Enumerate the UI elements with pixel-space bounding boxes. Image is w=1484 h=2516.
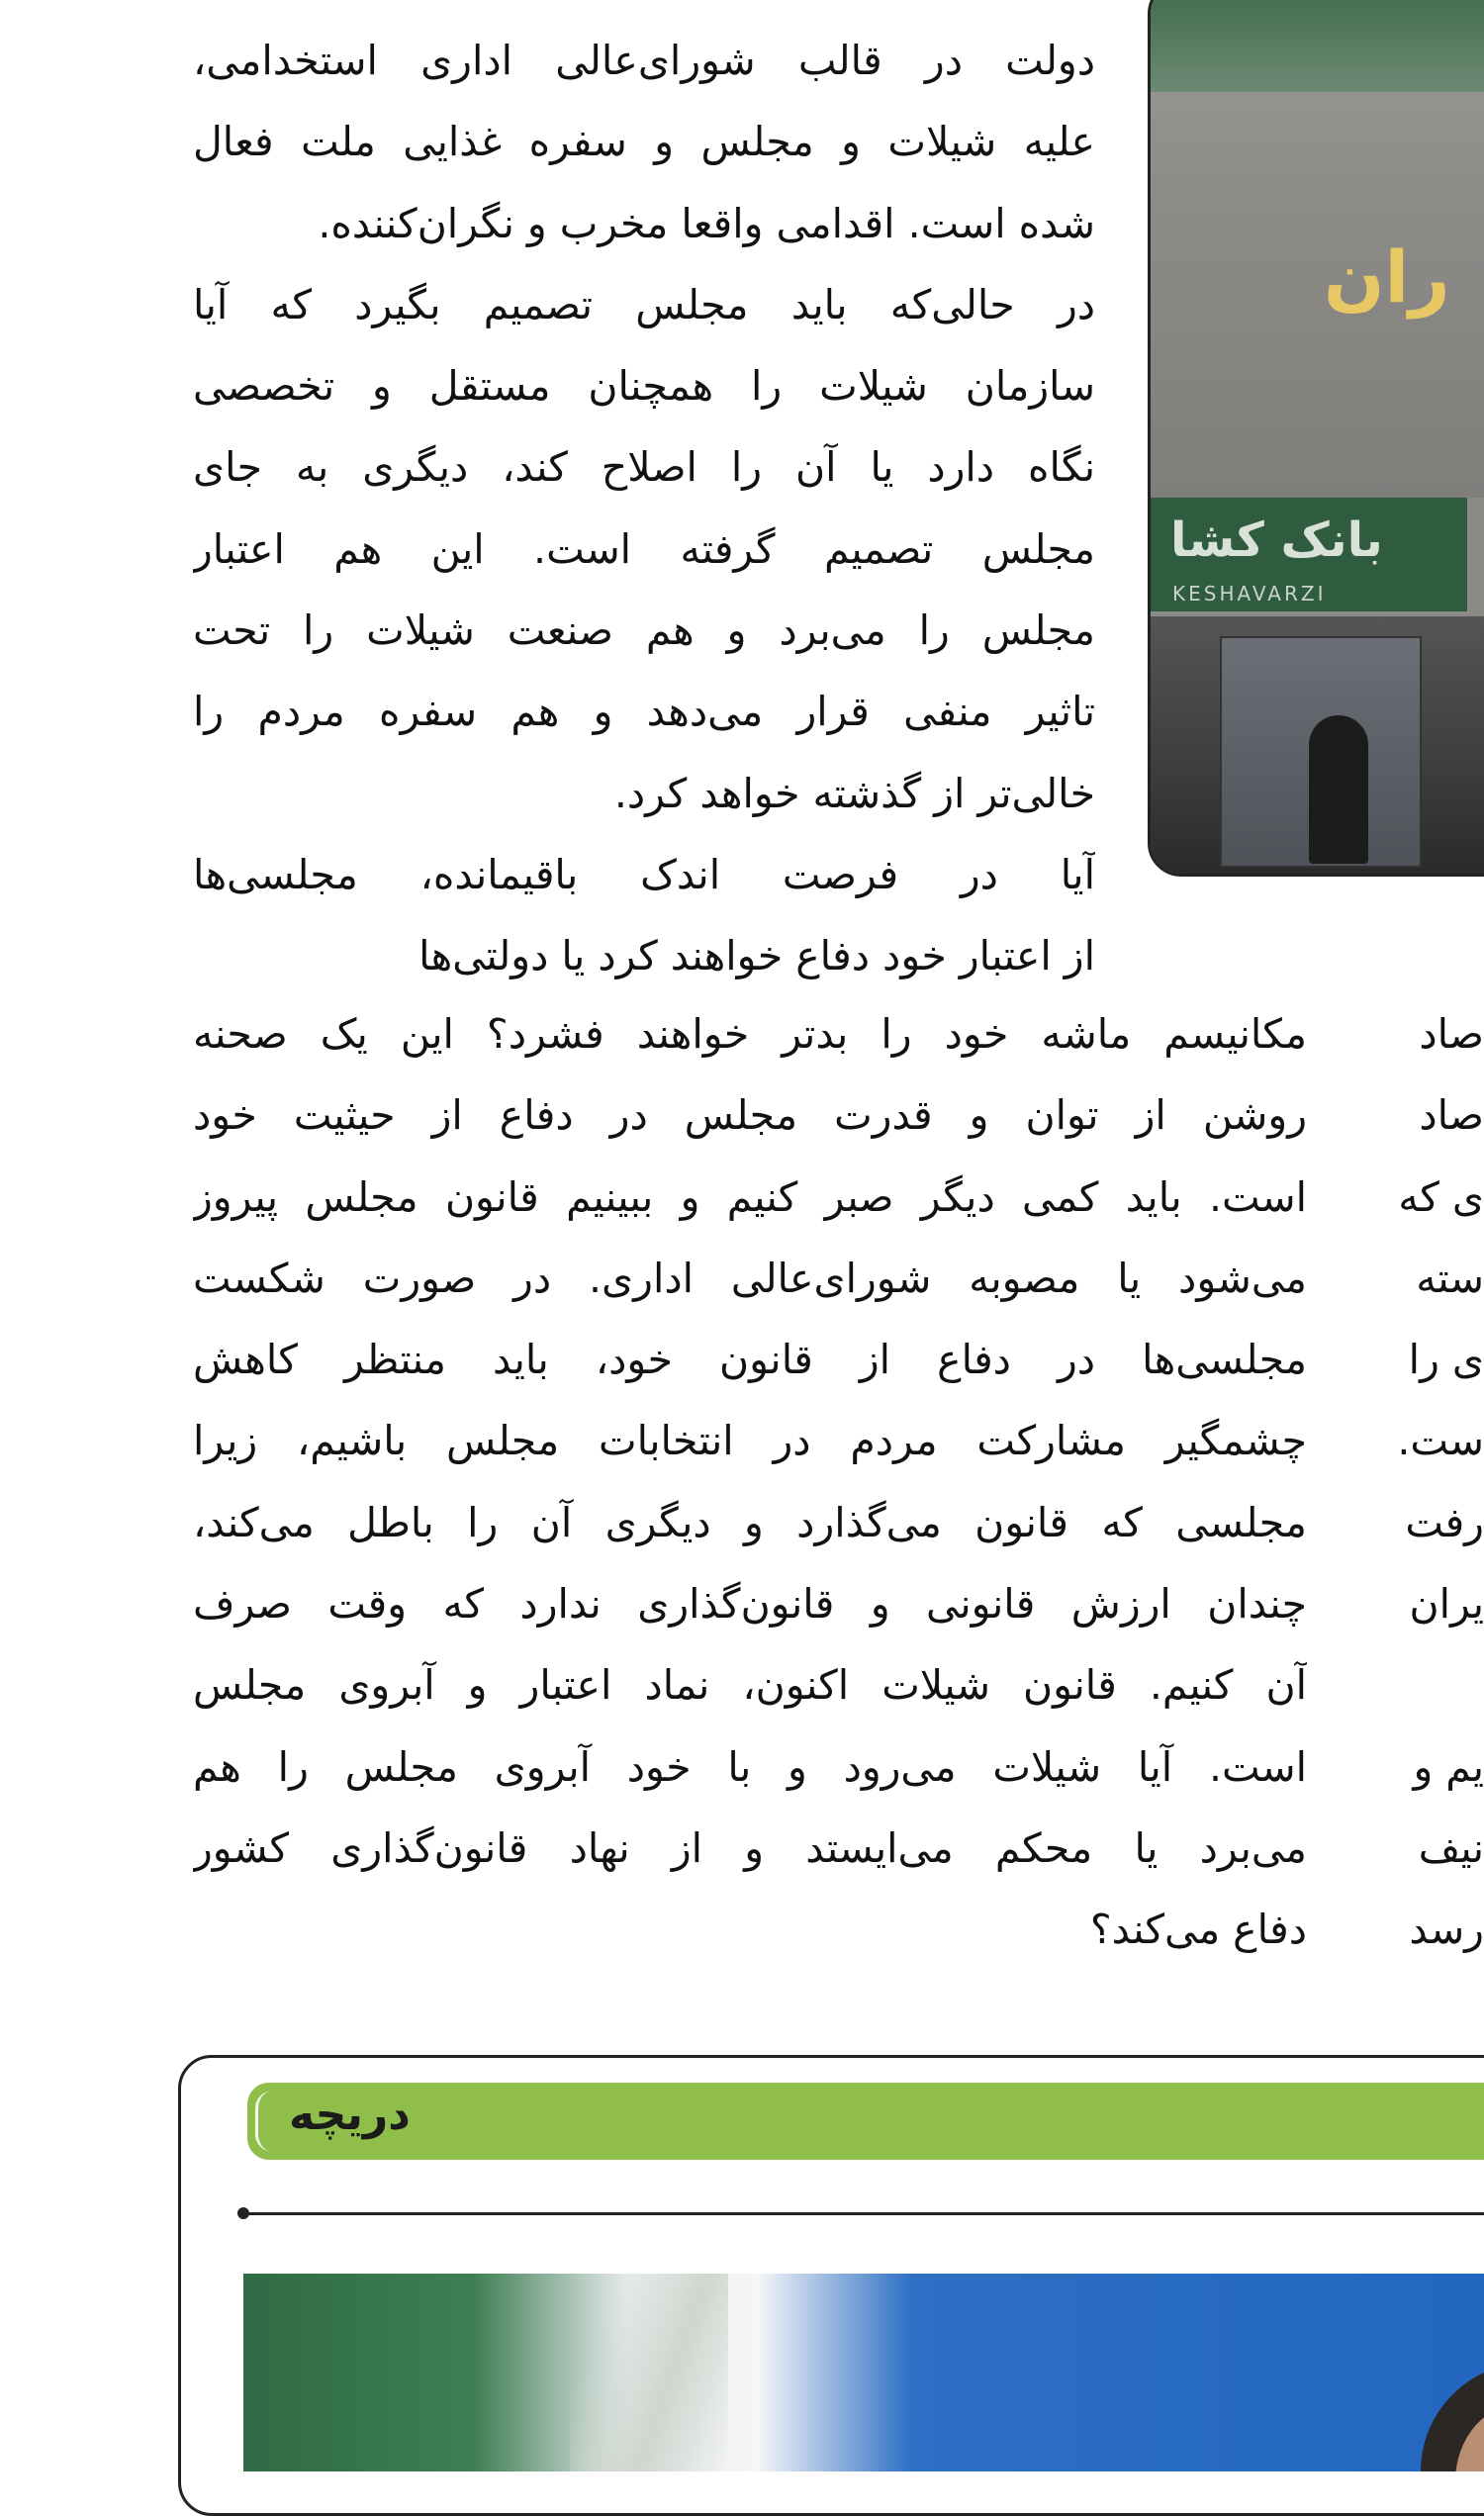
text-line: چشمگیر مشارکت مردم در انتخابات مجلس باشیم، زیرا [193,1417,1307,1465]
text-line: می‌شود یا مصوبه شورای‌عالی اداری. در صورت شکست [193,1254,1307,1302]
building-sign: ران [1324,235,1450,319]
side-text-line: سته [1416,1254,1484,1302]
text-line: می‌برد یا محکم می‌ایستد و از نهاد قانون‌گذاری کشور [193,1823,1307,1872]
box-divider [243,2212,1484,2215]
side-text-line: صاد [1419,1091,1484,1140]
side-text-line: یران [1409,1580,1484,1629]
text-line: آیا در فرصت اندک باقیمانده، مجلسی‌ها [193,850,1095,898]
text-line: چندان ارزش قانونی و قانون‌گذاری ندارد که وقت صرف [193,1580,1307,1629]
text-line: مجلسی‌ها در دفاع از قانون خود، باید منتظر کاهش [193,1336,1307,1384]
side-text-line: صاد [1419,1010,1484,1058]
text-line: از اعتبار خود دفاع خواهند کرد یا دولتی‌ها [418,932,1095,980]
text-line: مجلسی که قانون می‌گذارد و دیگری آن را باطل می‌کند، [193,1498,1307,1546]
text-line: مکانیسم ماشه خود را بدتر خواهند فشرد؟ این یک صحنه [193,1010,1307,1058]
flag-stripe [570,2274,728,2471]
text-line: شده است. اقدامی واقعا مخرب و نگران‌کننده. [318,199,1095,247]
article-column-top [193,20,1095,997]
side-text-line: رسد [1409,1906,1484,1954]
text-line: است. آیا شیلات می‌رود و با خود آبروی مجلس را هم [193,1742,1307,1791]
bank-sign-english: KESHAVARZI [1172,582,1327,606]
side-text-line: ی که [1398,1172,1484,1221]
flag-background [243,2274,1484,2471]
text-line: مجلس را می‌برد و هم صنعت شیلات را تحت [193,606,1095,655]
article-column-bottom [193,993,1307,1971]
text-line: سازمان شیلات را همچنان مستقل و تخصصی [193,362,1095,411]
person-figure [1309,715,1368,864]
text-line: دفاع می‌کند؟ [1089,1906,1307,1954]
text-line: مجلس تصمیم گرفته است. این هم اعتبار [193,524,1095,573]
bank-sign-persian: بانک کشا [1170,513,1383,568]
text-line: آن کنیم. قانون شیلات اکنون، نماد اعتبار و آبروی مجلس [193,1661,1307,1710]
box-title: دریچه [289,2090,411,2140]
text-line: علیه شیلات و مجلس و سفره غذایی ملت فعال [193,118,1095,166]
portrait-photo [243,2274,1484,2471]
side-text-line: نیف [1418,1823,1484,1872]
side-text-line: ست. [1397,1417,1484,1465]
box-header-inner [255,2091,1484,2152]
text-line: روشن از توان و قدرت مجلس در دفاع از حیثیت خود [193,1091,1307,1140]
text-line: خالی‌تر از گذشته خواهد کرد. [613,769,1095,817]
text-line: تاثیر منفی قرار می‌دهد و هم سفره مردم را [193,688,1095,736]
text-line: در حالی‌که باید مجلس تصمیم بگیرد که آیا [193,280,1095,328]
bank-building-photo [1148,0,1484,877]
text-line: است. باید کمی دیگر صبر کنیم و ببینیم قانون مجلس پیروز [193,1172,1307,1221]
text-line: دولت در قالب شورای‌عالی اداری استخدامی، [193,37,1095,84]
side-text-line: ی را [1408,1336,1484,1384]
adjacent-column-fragment [1355,993,1484,1971]
building-top [1151,0,1484,92]
side-text-line [1355,1644,1484,1725]
text-line: نگاه دارد یا آن را اصلاح کند، دیگری به جای [193,443,1095,492]
side-text-line: رفت [1405,1498,1484,1546]
side-text-line: یم و [1413,1742,1484,1791]
